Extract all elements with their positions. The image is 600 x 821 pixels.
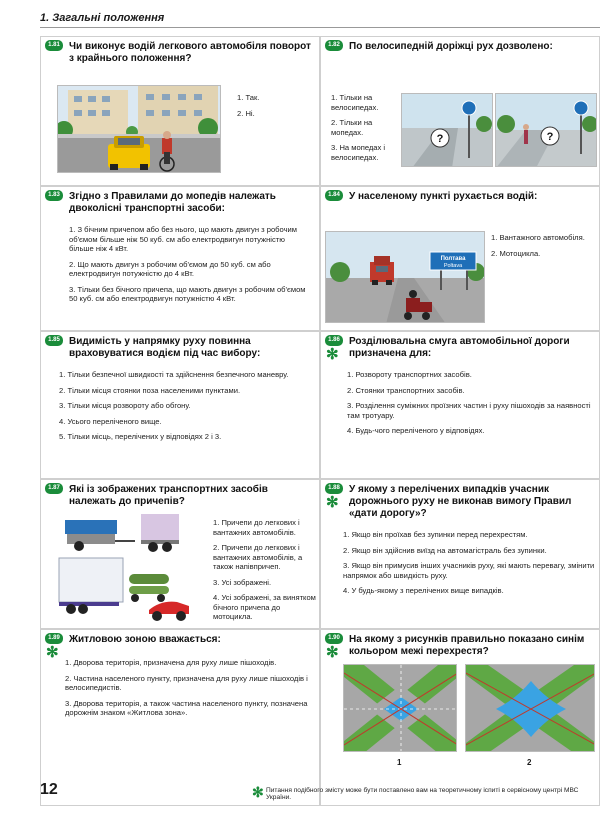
answer-option[interactable]: 2. Якщо він здійснив виїзд на автомагістраль без зупинки. xyxy=(343,545,547,555)
answer-option[interactable]: 3. Розділення суміжних проїзних частин і руху пішоходів за наявності там тротуару. xyxy=(347,401,591,420)
bike-path-picture-2 xyxy=(495,93,597,167)
town-sign-name: Полтава xyxy=(440,256,466,262)
answer-option[interactable]: 3. Якщо він примусив інших учасників руху, які мають перевагу, змінити напрямок або швидкість руху. xyxy=(343,561,595,580)
exam-star-icon: ✻ xyxy=(46,644,59,661)
picture-label-2: 2 xyxy=(527,758,532,767)
question-text: Житловою зоною вважається: xyxy=(69,634,221,645)
question-text: У населеному пункті рухається водій: xyxy=(349,191,538,202)
question-card-1-89 xyxy=(40,629,320,806)
question-number: 1.87 xyxy=(45,483,63,494)
trailers-picture xyxy=(49,514,207,624)
answer-option[interactable]: 1. Дворова територія, призначена для руху лише пішоходів. xyxy=(65,658,277,667)
answer-option[interactable]: 3. Дворова територія, а також частина населеного пункту, позначена дорожнім знаком «Житлова зона». xyxy=(65,698,308,717)
answer-option[interactable]: 4. Усі зображені, за винятком бічного причепа до мотоцикла. xyxy=(213,593,316,621)
question-number: 1.81 xyxy=(45,40,63,51)
answer-list xyxy=(237,93,317,124)
answer-option[interactable]: 1. Розвороту транспортних засобів. xyxy=(347,370,472,379)
answer-option[interactable]: 3. Усі зображені. xyxy=(213,577,272,587)
question-card-1-90 xyxy=(320,629,600,806)
answer-option[interactable]: 3. На мопедах і велосипедах. xyxy=(331,143,386,162)
answer-list xyxy=(347,370,593,442)
answer-option[interactable]: 1. Причепи до легкових і вантажних автомобілів. xyxy=(213,518,300,537)
question-text: Розділювальна смуга автомобільної дороги призначена для: xyxy=(349,336,570,359)
question-text: На якому з рисунків правильно показано синім кольором межі перехрестя? xyxy=(349,634,585,657)
answer-option[interactable]: 2. Тільки на мопедах. xyxy=(331,118,373,137)
question-number: 1.90 xyxy=(325,633,343,644)
bike-path-picture-1 xyxy=(401,93,493,167)
question-card-1-85 xyxy=(40,331,320,479)
question-card-1-81 xyxy=(40,36,320,186)
question-card-1-88 xyxy=(320,479,600,629)
intersection-picture-2[interactable] xyxy=(465,664,595,752)
answer-list xyxy=(343,530,595,602)
question-text: Які із зображених транспортних засобів належать до причепів? xyxy=(69,484,268,507)
answer-option[interactable]: 1. Так. xyxy=(237,93,260,102)
answer-option[interactable]: 2. Тільки місця стоянки поза населеними пунктами. xyxy=(59,385,241,395)
question-card-1-86 xyxy=(320,331,600,479)
answer-option[interactable]: 1. Тільки на велосипедах. xyxy=(331,93,379,112)
question-text: Чи виконує водій легкового автомобіля поворот з крайнього положення? xyxy=(69,41,311,64)
exam-star-icon: ✻ xyxy=(326,346,339,363)
answer-option[interactable]: 2. Частина населеного пункту, призначена для руху лише пішоходів і велосипедистів. xyxy=(65,673,308,692)
answer-option[interactable]: 4. Будь-чого переліченого у відповідях. xyxy=(347,426,485,435)
exam-star-icon: ✻ xyxy=(252,784,264,800)
answer-option[interactable]: 1. Якщо він проїхав без зупинки перед перехрестям. xyxy=(343,530,528,539)
question-text: У якому з перелічених випадків учасник дорожнього руху не виконав вимогу Правил «дати дорогу»? xyxy=(349,484,572,519)
answer-list xyxy=(59,370,315,448)
question-card-1-84 xyxy=(320,186,600,331)
question-text: Згідно з Правилами до мопедів належать двоколісні транспортні засоби: xyxy=(69,191,276,214)
answer-option[interactable]: 1. З бічним причепом або без нього, що мають двигун з робочим об'ємом більше ніж 50 куб. см або електродвигун потужністю більше ніж 4 кВт. xyxy=(69,225,298,253)
answer-list xyxy=(65,658,315,724)
answer-option[interactable]: 3. Тільки без бічного причепа, що мають двигун з робочим об'ємом 50 куб. см або електродвигун потужністю 4 кВт. xyxy=(69,284,306,303)
picture-label-1: 1 xyxy=(397,758,402,767)
answer-list xyxy=(331,93,397,168)
question-card-1-83 xyxy=(40,186,320,331)
section-title: 1. Загальні положення xyxy=(40,12,165,24)
answer-list xyxy=(491,233,599,264)
answer-list xyxy=(69,225,307,310)
question-number: 1.84 xyxy=(325,190,343,201)
answer-option[interactable]: 4. У будь-якому з перелічених вище випадків. xyxy=(343,586,504,595)
answer-list xyxy=(213,518,317,628)
answer-option[interactable]: 2. Стоянки транспортних засобів. xyxy=(347,385,465,395)
answer-option[interactable]: 3. Тільки місця розвороту або обгону. xyxy=(59,401,191,410)
question-text: По велосипедній доріжці рух дозволено: xyxy=(349,41,553,52)
question-number: 1.89 xyxy=(45,633,63,644)
answer-option[interactable]: 2. Що мають двигун з робочим об'ємом до 50 куб. см або електродвигун потужністю до 4 кВт. xyxy=(69,259,271,278)
question-text: Видимість у напрямку руху повинна враховуватися водієм під час вибору: xyxy=(69,336,261,359)
question-number: 1.86 xyxy=(325,335,343,346)
truck-motorcycle-picture xyxy=(325,231,485,323)
page-number: 12 xyxy=(40,781,58,798)
answer-option[interactable]: 2. Причепи до легкових і вантажних автомобілів, а також напівпричеп. xyxy=(213,543,303,571)
car-turn-picture xyxy=(57,85,221,173)
answer-option[interactable]: 1. Тільки безпечної швидкості та здійснення безпечного маневру. xyxy=(59,370,289,379)
exam-star-icon: ✻ xyxy=(326,494,339,511)
footnote: Питання подібного змісту може бути поставлено вам на теоретичному іспиті в сервісному центрі МВС України. xyxy=(266,787,579,801)
question-card-1-82 xyxy=(320,36,600,186)
section-divider xyxy=(40,27,600,28)
answer-option[interactable]: 2. Мотоцикла. xyxy=(491,248,541,258)
svg-text:?: ? xyxy=(436,133,444,145)
question-number: 1.85 xyxy=(45,335,63,346)
question-card-1-87 xyxy=(40,479,320,629)
exam-star-icon: ✻ xyxy=(326,644,339,661)
town-sign-name-latin: Poltava xyxy=(443,263,463,269)
answer-option[interactable]: 2. Ні. xyxy=(237,108,255,118)
question-number: 1.83 xyxy=(45,190,63,201)
answer-option[interactable]: 1. Вантажного автомобіля. xyxy=(491,233,585,242)
answer-option[interactable]: 5. Тільки місць, перелічених у відповідях 2 і 3. xyxy=(59,432,222,441)
svg-text:?: ? xyxy=(546,131,554,143)
answer-option[interactable]: 4. Усього переліченого вище. xyxy=(59,416,162,426)
question-number: 1.82 xyxy=(325,40,343,51)
intersection-picture-1[interactable] xyxy=(343,664,457,752)
question-number: 1.88 xyxy=(325,483,343,494)
